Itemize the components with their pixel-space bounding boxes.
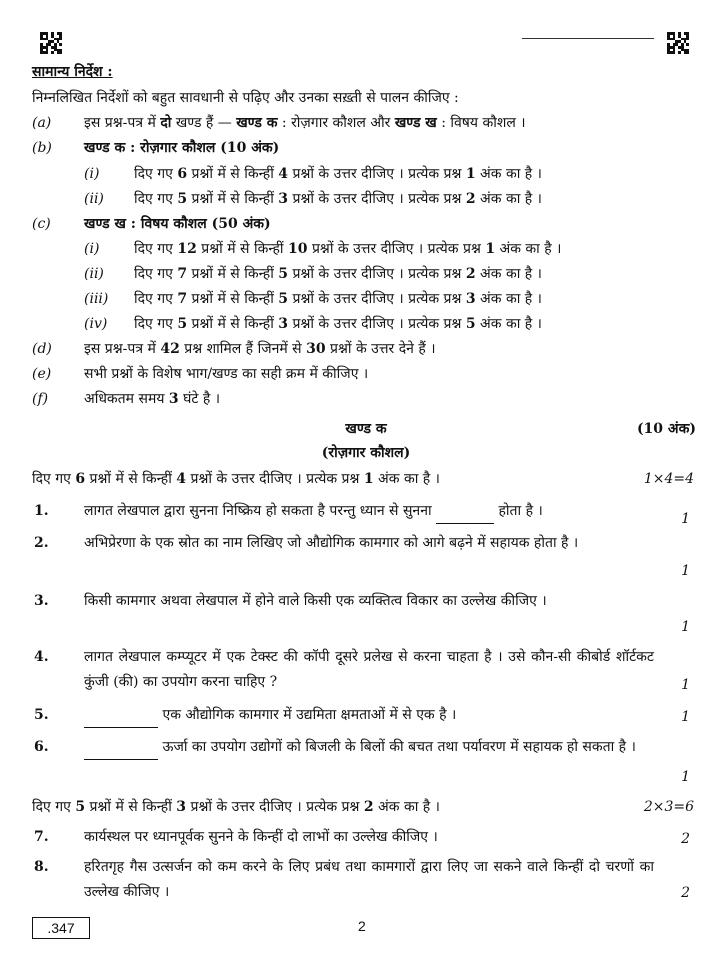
sub-instruction-label: (ii) <box>84 266 104 282</box>
question-8 <box>32 855 700 907</box>
exam-page <box>32 60 700 907</box>
sub-instruction-label: (i) <box>84 241 100 257</box>
sub-instruction <box>32 237 700 262</box>
sub-instruction-text: दिए गए 5 प्रश्नों में से किन्हीं 3 प्रश्नों के उत्तर दीजिए । प्रत्येक प्रश्न 5 अंक का है । <box>134 316 542 332</box>
section-a-marks: (10 अंक) <box>636 421 696 437</box>
instruction-f-text: अधिकतम समय 3 घंटे है । <box>84 391 221 407</box>
section-a-instruction-2-text: दिए गए 5 प्रश्नों में से किन्हीं 3 प्रश्नों के उत्तर दीजिए । प्रत्येक प्रश्न 2 अंक का है । <box>32 799 440 815</box>
section-a-subtitle: (रोज़गार कौशल) <box>321 445 411 461</box>
question-5-text: एक औद्योगिक कामगार में उद्यमिता क्षमताओं में से एक है । <box>84 703 654 728</box>
section-a-instruction-1 <box>32 467 700 499</box>
instruction-b <box>32 136 700 162</box>
sub-instruction-label: (i) <box>84 166 100 182</box>
question-3-number: 3. <box>34 593 49 609</box>
question-2-marks: 1 <box>681 562 690 579</box>
question-2 <box>32 531 700 589</box>
instruction-c <box>32 212 700 237</box>
question-4-text: लागत लेखपाल कम्प्यूटर में एक टेक्स्ट की कॉपी दूसरे प्रलेख से करना चाहता है । उसे कौन-सी कीबोर्ड शॉर्टकट कुंजी (की) का उपयोग करना चाहिए ? <box>84 649 654 690</box>
section-a-instruction-2 <box>32 795 700 825</box>
question-6-number: 6. <box>34 739 49 755</box>
question-8-text: हरितगृह गैस उत्सर्जन को कम करने के लिए प्रबंध तथा कामगारों द्वारा लिए जा सकने वाले किन्हीं दो चरणों का उल्लेख कीजिए । <box>84 859 654 900</box>
question-4 <box>32 645 700 703</box>
question-6 <box>32 735 700 795</box>
question-1-number: 1. <box>34 503 49 519</box>
sub-instruction <box>32 262 700 287</box>
instruction-e <box>32 362 700 387</box>
page-number: 2 <box>358 918 366 934</box>
answer-blank <box>436 509 494 524</box>
section-a-header <box>32 417 700 441</box>
instruction-a <box>32 111 700 136</box>
question-7 <box>32 825 700 855</box>
sub-instruction-label: (ii) <box>84 191 104 207</box>
sub-instruction-text: दिए गए 7 प्रश्नों में से किन्हीं 5 प्रश्नों के उत्तर दीजिए । प्रत्येक प्रश्न 3 अंक का है । <box>134 291 542 307</box>
sub-instruction-label: (iii) <box>84 291 109 307</box>
sub-instruction <box>32 312 700 337</box>
instruction-b-items <box>32 162 700 212</box>
instruction-b-text: खण्ड क : रोज़गार कौशल (10 अंक) <box>84 140 280 156</box>
section-a-instruction-2-marks: 2×3=6 <box>643 799 694 815</box>
instruction-d <box>32 337 700 362</box>
section-a-instruction-1-text: दिए गए 6 प्रश्नों में से किन्हीं 4 प्रश्नों के उत्तर दीजिए । प्रत्येक प्रश्न 1 अंक का है । <box>32 471 440 487</box>
instruction-c-text: खण्ड ख : विषय कौशल (50 अंक) <box>84 216 271 232</box>
question-8-marks: 2 <box>681 884 690 901</box>
instruction-f <box>32 387 700 417</box>
question-7-number: 7. <box>34 829 49 845</box>
instruction-c-items <box>32 237 700 337</box>
question-3 <box>32 589 700 645</box>
question-6-marks: 1 <box>681 768 690 785</box>
instruction-f-label: (f) <box>32 391 49 407</box>
instructions-intro: निम्नलिखित निर्देशों को बहुत सावधानी से पढ़िए और उनका सख़्ती से पालन कीजिए : <box>32 90 459 106</box>
answer-blank <box>84 713 158 728</box>
header-rule <box>522 38 654 39</box>
qr-code-left-icon <box>40 32 62 54</box>
sub-instruction <box>32 162 700 187</box>
instruction-c-label: (c) <box>32 216 51 232</box>
question-5-number: 5. <box>34 707 49 723</box>
question-2-number: 2. <box>34 535 49 551</box>
question-3-marks: 1 <box>681 618 690 635</box>
section-a-instruction-1-marks: 1×4=4 <box>643 471 694 487</box>
question-6-text: ऊर्जा का उपयोग उद्योगों को बिजली के बिलों की बचत तथा पर्यावरण में सहायक हो सकता है । <box>84 735 654 760</box>
sub-instruction-text: दिए गए 5 प्रश्नों में से किन्हीं 3 प्रश्नों के उत्तर दीजिए । प्रत्येक प्रश्न 2 अंक का है । <box>134 191 542 207</box>
question-4-marks: 1 <box>681 676 690 693</box>
instruction-e-text: सभी प्रश्नों के विशेष भाग/खण्ड का सही क्रम में कीजिए । <box>84 366 369 382</box>
instruction-d-text: इस प्रश्न-पत्र में 42 प्रश्न शामिल हैं जिनमें से 30 प्रश्नों के उत्तर देने हैं । <box>84 341 436 357</box>
sub-instruction-label: (iv) <box>84 316 108 332</box>
question-7-marks: 2 <box>681 830 690 847</box>
instruction-d-label: (d) <box>32 341 52 357</box>
question-3-text: किसी कामगार अथवा लेखपाल में होने वाले किसी एक व्यक्तित्व विकार का उल्लेख कीजिए । <box>84 593 547 609</box>
question-1-text: लागत लेखपाल द्वारा सुनना निष्क्रिय हो सकता है परन्तु ध्यान से सुनना होता है । <box>84 499 654 524</box>
sub-instruction-text: दिए गए 7 प्रश्नों में से किन्हीं 5 प्रश्नों के उत्तर दीजिए । प्रत्येक प्रश्न 2 अंक का है । <box>134 266 542 282</box>
question-2-text: अभिप्रेरणा के एक स्रोत का नाम लिखिए जो औद्योगिक कामगार को आगे बढ़ने में सहायक होता है । <box>84 535 579 551</box>
question-5-marks: 1 <box>681 708 690 725</box>
sub-instruction-text: दिए गए 12 प्रश्नों में से किन्हीं 10 प्रश्नों के उत्तर दीजिए । प्रत्येक प्रश्न 1 अंक का है । <box>134 241 562 257</box>
instruction-a-label: (a) <box>32 115 52 131</box>
qr-code-right-icon <box>667 32 689 54</box>
question-1-marks: 1 <box>681 510 690 527</box>
answer-blank <box>84 745 158 760</box>
question-7-text: कार्यस्थल पर ध्यानपूर्वक सुनने के किन्हीं दो लाभों का उल्लेख कीजिए । <box>84 829 438 845</box>
instruction-e-label: (e) <box>32 366 52 382</box>
sub-instruction <box>32 187 700 212</box>
paper-code: .347 <box>32 917 90 939</box>
sub-instruction-text: दिए गए 6 प्रश्नों में से किन्हीं 4 प्रश्नों के उत्तर दीजिए । प्रत्येक प्रश्न 1 अंक का है । <box>134 166 542 182</box>
question-8-number: 8. <box>34 859 49 875</box>
question-5 <box>32 703 700 735</box>
sub-instruction <box>32 287 700 312</box>
instruction-a-text: इस प्रश्न-पत्र में दो खण्ड हैं — खण्ड क : रोज़गार कौशल और खण्ड ख : विषय कौशल । <box>84 115 526 131</box>
general-instructions-title: सामान्य निर्देश : <box>32 64 113 80</box>
instruction-b-label: (b) <box>32 140 52 156</box>
section-a-title: खण्ड क <box>345 421 387 437</box>
question-4-number: 4. <box>34 649 49 665</box>
question-1 <box>32 499 700 531</box>
